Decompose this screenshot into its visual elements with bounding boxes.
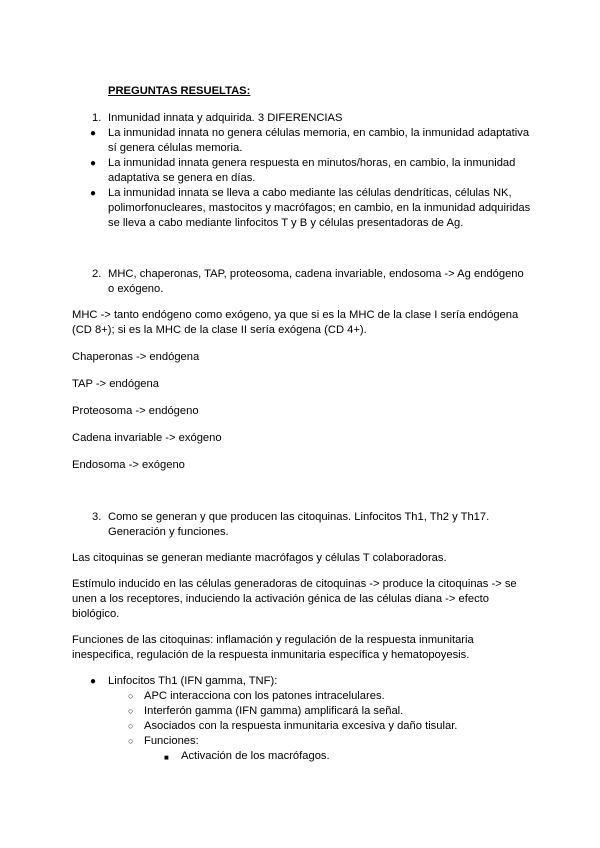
page-title: PREGUNTAS RESUELTAS: [108, 85, 251, 97]
q3-paragraph-3-line-1: Funciones de las citoquinas: inflamación y regulación de la respuesta inmunitaria [72, 634, 474, 646]
q1-bullet-2-line-2: adaptativa se genera en días. [108, 172, 256, 184]
bullet-icon: ● [90, 188, 97, 199]
q3-number: 3. [92, 511, 102, 523]
bullet-icon: ● [90, 676, 97, 687]
th1-label: Linfocitos Th1 (IFN gamma, TNF): [108, 675, 278, 687]
q2-item-cadena-invariable: Cadena invariable -> exógeno [72, 432, 222, 444]
q2-number: 2. [92, 268, 102, 280]
q1-bullet-1-line-2: sí genera células memoria. [108, 142, 243, 154]
square-bullet-icon: ■ [164, 753, 169, 762]
th1-sub-3: Asociados con la respuesta inmunitaria excesiva y daño tisular. [144, 720, 458, 732]
q1-bullet-2-line-1: La inmunidad innata genera respuesta en minutos/horas, en cambio, la inmunidad [108, 157, 516, 169]
q2-line-1: MHC, chaperonas, TAP, proteosoma, cadena invariable, endosoma -> Ag endógeno [108, 268, 524, 280]
q1-number: 1. [92, 112, 102, 124]
q2-line-2: o exógeno. [108, 283, 164, 295]
q3-paragraph-3-line-2: inespecifica, regulación de la respuesta inmunitaria específica y hematopoyesis. [72, 649, 470, 661]
q3-line-1: Como se generan y que producen las citoquinas. Linfocitos Th1, Th2 y Th17. [108, 511, 490, 523]
q2-item-chaperonas: Chaperonas -> endógena [72, 351, 200, 363]
q3-paragraph-1: Las citoquinas se generan mediante macrófagos y células T colaboradoras. [72, 552, 447, 564]
bullet-icon: ● [90, 128, 97, 139]
th1-sub-1: APC interacciona con los patones intracelulares. [144, 690, 385, 702]
circle-bullet-icon: ○ [128, 736, 134, 746]
q3-paragraph-2-line-2: unen a los receptores, induciendo la activación génica de las células diana -> efecto [72, 593, 490, 605]
q2-answer-line-2: (CD 8+); si es la MHC de la clase II sería exógena (CD 4+). [72, 324, 367, 336]
circle-bullet-icon: ○ [128, 706, 134, 716]
q1-text: Inmunidad innata y adquirida. 3 DIFERENCIAS [108, 112, 343, 124]
q1-bullet-3-line-2: polimorfonucleares, mastocitos y macrófagos; en cambio, en la inmunidad adquiridas [108, 202, 531, 214]
bullet-icon: ● [90, 158, 97, 169]
q3-paragraph-2-line-1: Estímulo inducido en las células generadoras de citoquinas -> produce la citoquinas -> se [72, 578, 517, 590]
q2-answer-line-1: MHC -> tanto endógeno como exógeno, ya que si es la MHC de la clase I sería endógena [72, 309, 519, 321]
q3-paragraph-2-line-3: biológico. [72, 608, 120, 620]
th1-subsub-1: Activación de los macrófagos. [181, 750, 330, 762]
q2-item-endosoma: Endosoma -> exógeno [72, 459, 185, 471]
q2-item-proteosoma: Proteosoma -> endógeno [72, 405, 199, 417]
q1-bullet-1-line-1: La inmunidad innata no genera células memoria, en cambio, la inmunidad adaptativa [108, 127, 530, 139]
circle-bullet-icon: ○ [128, 691, 134, 701]
q2-item-tap: TAP -> endógena [72, 378, 159, 390]
th1-sub-2: Interferón gamma (IFN gamma) amplificará la señal. [144, 705, 404, 717]
circle-bullet-icon: ○ [128, 721, 134, 731]
q1-bullet-3-line-3: se lleva a cabo mediante linfocitos T y B y células presentadoras de Ag. [108, 217, 464, 229]
q3-line-2: Generación y funciones. [108, 526, 229, 538]
th1-sub-4: Funciones: [144, 735, 199, 747]
q1-bullet-3-line-1: La inmunidad innata se lleva a cabo mediante las células dendríticas, células NK, [108, 187, 512, 199]
